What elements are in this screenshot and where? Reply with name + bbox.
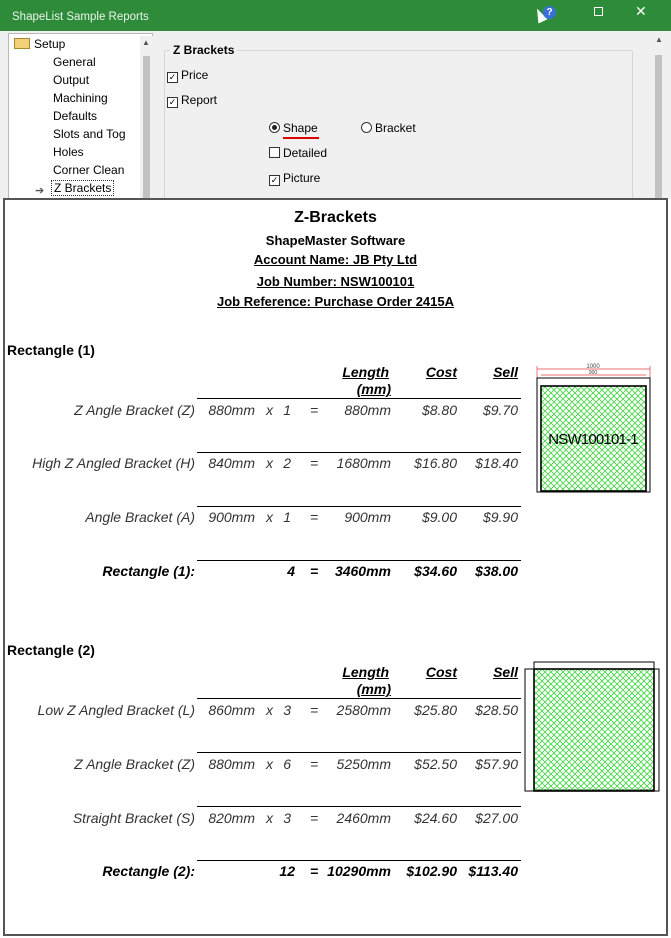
row-length: 860mm [208, 702, 255, 718]
col-cost-header: Cost [425, 664, 457, 680]
row-equals: = [310, 702, 319, 718]
row-divider [197, 398, 521, 399]
summary-equals: = [310, 863, 319, 879]
section-title: Rectangle (1) [7, 342, 95, 358]
row-sell: $9.90 [482, 509, 518, 525]
row-total: 5250mm [336, 756, 391, 772]
dim-outer-label: 1000 [586, 364, 600, 370]
row-sell: $18.40 [475, 455, 518, 471]
arrow-right-icon: ➔ [35, 185, 45, 197]
scroll-up-icon[interactable]: ▲ [655, 35, 663, 44]
row-cost: $52.50 [414, 756, 457, 772]
row-cost: $25.80 [414, 702, 457, 718]
row-length: 820mm [208, 810, 255, 826]
col-length-header: Length [342, 364, 389, 380]
summary-qty: 12 [279, 863, 295, 879]
price-checkbox[interactable] [167, 68, 208, 83]
tree-item-general[interactable]: General [53, 55, 96, 69]
row-qty: 2 [283, 455, 291, 471]
row-length: 840mm [208, 455, 255, 471]
checkbox-checked-icon: ✓ [168, 72, 177, 82]
row-qty: 3 [283, 810, 291, 826]
row-times: x [266, 509, 273, 525]
row-total: 1680mm [336, 455, 391, 471]
row-equals: = [310, 402, 319, 418]
report-job-reference [5, 294, 666, 309]
close-button[interactable]: ✕ [635, 3, 647, 19]
part-label: NSW100101-1 [548, 431, 638, 448]
bracket-radio[interactable] [361, 121, 416, 135]
tree-item-output[interactable]: Output [53, 73, 90, 87]
price-label: Price [181, 68, 209, 82]
report-company: ShapeMaster Software [265, 233, 406, 248]
report-preview [3, 198, 668, 936]
row-qty: 1 [283, 402, 291, 418]
summary-total: 3460mm [334, 563, 391, 579]
picture-checkbox[interactable] [269, 171, 320, 186]
col-length-header: Length [342, 664, 389, 680]
summary-total: 10290mm [327, 863, 391, 879]
detailed-checkbox[interactable] [269, 146, 327, 160]
summary-cost: $102.90 [406, 863, 457, 879]
detailed-label: Detailed [283, 146, 328, 160]
summary-sell: $113.40 [468, 863, 518, 879]
row-name: Z Angle Bracket (Z) [74, 756, 195, 772]
tree-item-z-brackets-label: Z Brackets [51, 180, 114, 196]
col-sell-header: Sell [493, 664, 518, 680]
checkbox-checked-icon: ✓ [168, 97, 177, 107]
tree-item-corner-clean[interactable]: Corner Clean [53, 163, 125, 177]
row-divider [197, 560, 521, 561]
shape-label: Shape [283, 121, 318, 135]
row-name: Z Angle Bracket (Z) [74, 402, 195, 418]
folder-icon [14, 38, 30, 49]
row-equals: = [310, 756, 319, 772]
report-account [5, 252, 666, 267]
row-cost: $24.60 [414, 810, 457, 826]
row-times: x [266, 756, 273, 772]
summary-cost: $34.60 [414, 563, 457, 579]
row-total: 900mm [344, 509, 391, 525]
row-divider [197, 698, 521, 699]
maximize-button[interactable] [594, 7, 603, 16]
settings-tree [8, 33, 153, 199]
report-checkbox[interactable] [167, 93, 217, 108]
tree-item-setup[interactable]: Setup [34, 37, 66, 51]
row-equals: = [310, 509, 319, 525]
tree-scrollbar-thumb[interactable] [143, 56, 150, 200]
row-cost: $9.00 [421, 509, 457, 525]
row-sell: $57.90 [475, 756, 518, 772]
row-qty: 6 [283, 756, 291, 772]
checkbox-checked-icon: ✓ [270, 175, 279, 185]
tree-item-slots-and-tog[interactable]: Slots and Tog [53, 127, 126, 141]
scroll-up-icon[interactable]: ▲ [142, 38, 150, 47]
radio-selected-icon [269, 122, 280, 133]
summary-equals: = [310, 563, 319, 579]
row-name: Angle Bracket (A) [85, 509, 195, 525]
rectangle-1-thumbnail [530, 360, 660, 500]
tree-item-holes[interactable]: Holes [53, 145, 84, 159]
row-name: Low Z Angled Bracket (L) [37, 702, 195, 718]
report-account-text: Account Name: JB Pty Ltd [253, 252, 418, 267]
row-divider [197, 752, 521, 753]
row-total: 2580mm [336, 702, 391, 718]
summary-qty: 4 [287, 563, 295, 579]
summary-sell: $38.00 [475, 563, 518, 579]
settings-scrollbar-thumb[interactable] [655, 55, 662, 199]
row-times: x [266, 702, 273, 718]
row-length: 880mm [208, 402, 255, 418]
row-equals: = [310, 455, 319, 471]
summary-label: Rectangle (1): [102, 563, 195, 579]
row-cost: $8.80 [421, 402, 457, 418]
row-divider [197, 860, 521, 861]
settings-scrollbar[interactable] [650, 33, 668, 199]
checkbox-unchecked-icon [269, 147, 280, 158]
groupbox-title: Z Brackets [170, 43, 237, 57]
bracket-label: Bracket [375, 121, 416, 135]
shape-radio[interactable] [269, 121, 318, 135]
row-divider [197, 506, 521, 507]
window-title: ShapeList Sample Reports [12, 11, 149, 23]
row-name: Straight Bracket (S) [72, 810, 195, 826]
section-title: Rectangle (2) [7, 642, 95, 658]
dim-inner-label: 900 [588, 370, 598, 376]
settings-panel [0, 31, 671, 199]
row-length: 900mm [208, 509, 255, 525]
col-cost-header: Cost [425, 364, 457, 380]
row-cost: $16.80 [414, 455, 457, 471]
row-times: x [266, 810, 273, 826]
radio-unselected-icon [361, 122, 372, 133]
row-times: x [266, 455, 273, 471]
tree-item-defaults[interactable]: Defaults [53, 109, 98, 123]
title-bar [0, 0, 671, 31]
row-total: 880mm [344, 402, 391, 418]
rectangle-2-thumbnail [521, 660, 661, 800]
report-job-number-text: Job Number: NSW100101 [256, 274, 415, 289]
report-job-reference-text: Job Reference: Purchase Order 2415A [217, 294, 454, 309]
col-length-unit-header: (mm) [356, 681, 391, 697]
hatched-plate [534, 669, 654, 791]
row-qty: 1 [283, 509, 291, 525]
tree-item-machining[interactable]: Machining [53, 91, 108, 105]
col-length-unit-header: (mm) [356, 381, 391, 397]
row-total: 2460mm [336, 810, 391, 826]
row-sell: $28.50 [475, 702, 518, 718]
shape-underline-marker [283, 137, 319, 139]
row-sell: $27.00 [475, 810, 518, 826]
row-times: x [266, 402, 273, 418]
row-sell: $9.70 [482, 402, 518, 418]
tree-item-z-brackets[interactable] [51, 181, 114, 195]
row-qty: 3 [283, 702, 291, 718]
help-icon[interactable]: ? [543, 6, 556, 19]
report-label: Report [181, 93, 218, 107]
row-equals: = [310, 810, 319, 826]
summary-label: Rectangle (2): [102, 863, 195, 879]
row-divider [197, 452, 521, 453]
row-length: 880mm [208, 756, 255, 772]
tree-scrollbar[interactable] [140, 36, 153, 200]
picture-label: Picture [283, 171, 321, 185]
report-title: Z-Brackets [294, 209, 377, 226]
row-divider [197, 806, 521, 807]
row-name: High Z Angled Bracket (H) [32, 455, 195, 471]
report-job-number [5, 274, 666, 289]
col-sell-header: Sell [493, 364, 518, 380]
